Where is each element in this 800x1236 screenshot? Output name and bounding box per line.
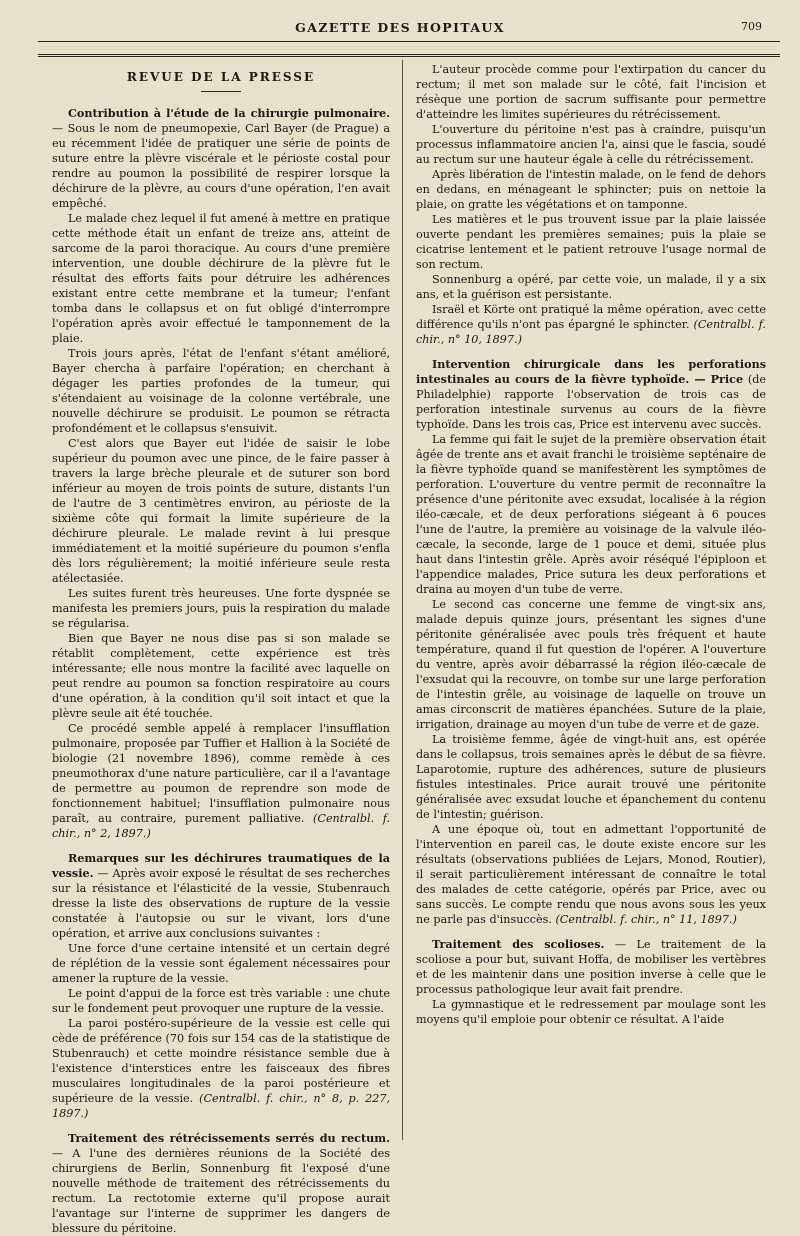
article-paragraph: La femme qui fait le sujet de la première observation était âgée de trente ans et avait franchi le troisième septénaire de la fièvre typhoïde quand se manifestèrent les symptômes de perforation. L'ouverture du ventre permit de reconnaître la présence d'une péritonite avec exsudat, localisée à la région iléo-cæcale, et de deux perforations siégeant à 6 pouces l'une de l'autre, la première au voisinage de la valvule iléo-cæcale, la seconde, large de 1 pouce et demi, située plus haut dans l'intestin grêle. Après avoir réséqué l'épiploon et l'appendice malades, Price sutura les deux perforations et draina au moyen d'un tube de verre.	[416, 433, 766, 596]
article-paragraph: Ce procédé semble appelé à remplacer l'insufflation pulmonaire, proposée par Tuffier et Hallion à la Société de biologie (21 novembre 1896), comme remède à ces pneumothorax d'une nature particulière, car il a l'avantage de permettre au poumon de reprendre son mode de fonctionnement habituel; l'insufflation pulmonaire nous paraît, au contraire, purement palliative. (Centralbl. f. chir., n° 2, 1897.)	[52, 722, 390, 840]
article-paragraph: La troisième femme, âgée de vingt-huit ans, est opérée dans le collapsus, trois semaines après le début de sa fièvre. Laparotomie, rupture des adhérences, suture de plusieurs fistules intestinales. Price aurait trouvé une péritonite généralisée avec exsudat louche et épanchement du contenu de l'intestin; guérison.	[416, 733, 766, 821]
article-dechirures-vessie	[52, 851, 390, 1121]
header-rule	[38, 41, 780, 42]
citation: (Centralbl. f. chir., n° 8, p. 227, 1897.)	[52, 1092, 391, 1120]
article-paragraph: L'auteur procède comme pour l'extirpation du cancer du rectum; il met son malade sur le côté, fait l'incision et résèque une portion de sacrum suffisante pour permettre d'atteindre les limites supérieures du rétrécissement.	[416, 63, 766, 121]
article-paragraph: Après libération de l'intestin malade, on le fend de dehors en dedans, en ménageant le sphincter; puis on nettoie la plaie, on gratte les végétations et on tamponne.	[416, 168, 766, 211]
article-scolioses	[416, 937, 766, 1027]
article-paragraph: Le second cas concerne une femme de vingt-six ans, malade depuis quinze jours, présentant les signes d'une péritonite généralisée avec pouls très fréquent et haute température, quand il fut question de l'opérer. A l'ouverture du ventre, après avoir débarrassé la région iléo-cæcale de l'exsudat qui la recouvre, on tombe sur une large perforation de l'intestin grêle, au voisinage de laquelle on trouve un amas circonscrit de matières épanchées. Suture de la plaie, irrigation, drainage au moyen d'un tube de verre et de gaze.	[416, 598, 766, 731]
article-retrecissements-rectum-cont	[416, 62, 766, 347]
article-title: Traitement des rétrécissements serrés du rectum.	[68, 1131, 390, 1145]
article-paragraph: Bien que Bayer ne nous dise pas si son malade se rétablit complètement, cette expérience est très intéressante; elle nous montre la facilité avec laquelle on peut rendre au poumon sa fonction respiratoire au cours d'une opération, à la condition qu'il soit intact et que la plèvre seule ait été touchée.	[52, 632, 390, 720]
citation: (Centralbl. f. chir., n° 10, 1897.)	[416, 318, 766, 346]
article-chirurgie-pulmonaire	[52, 106, 390, 841]
article-title: Intervention chirurgicale dans les perforations intestinales au cours de la fièvre typhoïde. — Price	[416, 357, 766, 386]
article-paragraph: Contribution à l'étude de la chirurgie pulmonaire. — Sous le nom de pneumopexie, Carl Bayer (de Prague) a eu récemment l'idée de pratiquer une série de points de suture entre la plèvre viscérale et le périoste costal pour rendre au poumon la possibilité de respirer lorsque la déchirure de la plèvre, au cours d'une opération, l'en avait empêché.	[52, 106, 390, 210]
article-title: Remarques sur les déchirures traumatiques de la vessie.	[52, 851, 390, 880]
article-retrecissements-rectum-start	[52, 1131, 390, 1236]
article-paragraph: Les suites furent très heureuses. Une forte dyspnée se manifesta les premiers jours, puis la respiration du malade se régularisa.	[52, 587, 390, 630]
citation: (Centralbl. f. chir., n° 2, 1897.)	[52, 812, 390, 840]
article-paragraph: A une époque où, tout en admettant l'opportunité de l'intervention en pareil cas, le doute existe encore sur les résultats (observations publiées de Lejars, Monod, Routier), il serait particulièrement intéressant de connaître le total des malades de cette catégorie, opérés par Price, avec ou sans succès. Le compte rendu que nous avons sous les yeux ne parle pas d'insuccès. (Centralbl. f. chir., n° 11, 1897.)	[416, 823, 766, 926]
right-column	[416, 62, 766, 1142]
article-paragraph: Remarques sur les déchirures traumatiques de la vessie. — Après avoir exposé le résultat de ses recherches sur la résistance et l'élasticité de la vessie, Stubenrauch dresse la liste des observations de rupture de la vessie constatée à l'autopsie ou sur le vivant, lors d'une opération, et arrive aux conclusions suivantes :	[52, 851, 390, 940]
page-number: 709	[741, 20, 762, 33]
article-title: Traitement des scolioses.	[432, 937, 605, 951]
left-column	[52, 62, 391, 1235]
article-paragraph: Israël et Körte ont pratiqué la même opération, avec cette différence qu'ils n'ont pas épargné le sphincter. (Centralbl. f. chir., n° 10, 1897.)	[416, 303, 766, 346]
article-paragraph: Trois jours après, l'état de l'enfant s'étant amélioré, Bayer chercha à parfaire l'opération; en cherchant à dégager les parties profondes de la tumeur, qui s'étendaient au voisinage de la colonne vertébrale, une nouvelle déchirure se produisit. Le poumon se rétracta profondément et le collapsus s'ensuivit.	[52, 347, 390, 435]
journal-title: GAZETTE DES HOPITAUX	[295, 20, 505, 35]
section-rule	[201, 91, 241, 92]
section-title: REVUE DE LA PRESSE	[126, 70, 316, 84]
citation: (Centralbl. f. chir., n° 11, 1897.)	[555, 913, 737, 926]
article-paragraph: Traitement des rétrécissements serrés du rectum. — A l'une des dernières réunions de la Société des chirurgiens de Berlin, Sonnenburg fit l'exposé d'une nouvelle méthode de traitement des rétrécissements du rectum. La rectotomie externe qu'il propose aurait l'avantage sur l'interne de supprimer les dangers de blessure du péritoine.	[52, 1131, 390, 1235]
article-paragraph: C'est alors que Bayer eut l'idée de saisir le lobe supérieur du poumon avec une pince, de le faire passer à travers la large brèche pleurale et de suturer son bord inférieur au moyen de trois points de suture, distants l'un de l'autre de 3 centimètres environ, au périoste de la sixième côte qui formait la limite supérieure de la déchirure pleurale. Le malade revint à lui presque immédiatement et la moitié supérieure du poumon s'enfla dès lors régulièrement; la moitié inférieure seule resta atélectasiée.	[52, 437, 390, 585]
article-paragraph: L'ouverture du péritoine n'est pas à craindre, puisqu'un processus inflammatoire ancien l'a, ainsi que le fascia, soudé au rectum sur une hauteur égale à celle du rétrécissement.	[416, 123, 766, 166]
article-paragraph: Une force d'une certaine intensité et un certain degré de réplétion de la vessie sont également nécessaires pour amener la rupture de la vessie.	[52, 942, 390, 985]
article-perforations-typhoide	[416, 357, 766, 927]
article-paragraph: La gymnastique et le redressement par moulage sont les moyens qu'il emploie pour obtenir ce résultat. A l'aide	[416, 998, 766, 1026]
column-divider	[402, 60, 403, 1140]
article-paragraph: Intervention chirurgicale dans les perforations intestinales au cours de la fièvre typhoïde. — Price (de Philadelphie) rapporte l'observation de trois cas de perforation intestinale survenus au cours de la fièvre typhoïde. Dans les trois cas, Price est intervenu avec succès.	[416, 357, 766, 431]
article-paragraph: Les matières et le pus trouvent issue par la plaie laissée ouverte pendant les premières semaines; puis la plaie se cicatrise lentement et le patient retrouve l'usage normal de son rectum.	[416, 213, 766, 271]
article-title: Contribution à l'étude de la chirurgie pulmonaire.	[68, 106, 390, 120]
header-double-rule	[38, 54, 780, 57]
article-paragraph: Le malade chez lequel il fut amené à mettre en pratique cette méthode était un enfant de treize ans, atteint de sarcome de la paroi thoracique. Au cours d'une première intervention, une double déchirure de la plèvre fut le résultat des efforts faits pour détruire les adhérences existant entre cette membrane et la tumeur; l'enfant tomba dans le collapsus et on fut obligé d'interrompre l'opération après avoir effectué le tamponnement de la plaie.	[52, 212, 390, 345]
article-paragraph: Sonnenburg a opéré, par cette voie, un malade, il y a six ans, et la guérison est persistante.	[416, 273, 766, 301]
article-paragraph: La paroi postéro-supérieure de la vessie est celle qui cède de préférence (70 fois sur 154 cas de la statistique de Stubenrauch) et cette moindre résistance semble due à l'existence d'interstices entre les faisceaux des fibres musculaires longitudinales de la paroi postérieure et supérieure de la vessie. (Centralbl. f. chir., n° 8, p. 227, 1897.)	[52, 1017, 391, 1120]
article-paragraph: Traitement des scolioses. — Le traitement de la scoliose a pour but, suivant Hoffa, de mobiliser les vertèbres et de les maintenir dans une position inverse à celle que le processus pathologique leur avait fait prendre.	[416, 937, 766, 996]
article-paragraph: Le point d'appui de la force est très variable : une chute sur le fondement peut provoquer une rupture de la vessie.	[52, 987, 390, 1015]
